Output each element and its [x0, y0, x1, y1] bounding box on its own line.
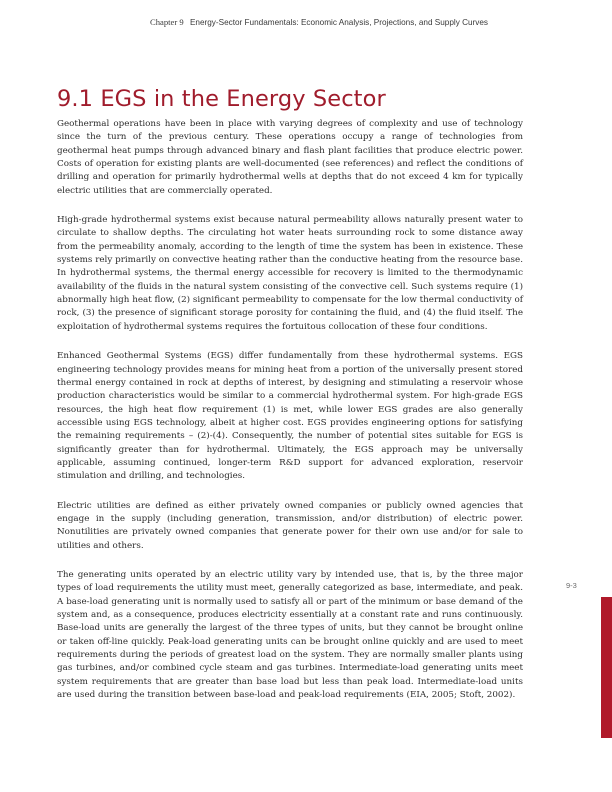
chapter-side-tab: [601, 597, 612, 738]
running-header: [150, 17, 488, 27]
paragraph-2: High-grade hydrothermal systems exist because natural permeability allows naturally present water to circulate to shallow depths. The circulating hot water heats surrounding rock to some distance away from the permeability anomaly, according to the length of time the system has been in existence. These systems rely primarily on convective heating rather than the conductive heating from the resource base. In hydrothermal systems, the thermal energy accessible for recovery is limited to the thermodynamic availability of the fluids in the natural system consisting of the convective cell. Such systems require (1) abnormally high heat flow, (2) significant permeability to compensate for the low thermal conductivity of rock, (3) the presence of significant storage porosity for containing the fluid, and (4) the fluid itself. The exploitation of hydrothermal systems requires the fortuitous collocation of these four conditions.: [57, 215, 523, 332]
chapter-title: Energy-Sector Fundamentals: Economic Analysis, Projections, and Supply Curves: [189, 18, 489, 27]
body-text: [57, 118, 523, 718]
paragraph-4: Electric utilities are defined as either privately owned companies or publicly owned agencies that engage in the supply (including generation, transmission, and/or distribution) of electric power. Nonutilities are privately owned companies that generate power for their own use and/or for sale to utilities and others.: [57, 500, 523, 551]
chapter-label: Chapter 9: [150, 17, 184, 27]
paragraph-3: Enhanced Geothermal Systems (EGS) differ fundamentally from these hydrothermal systems. EGS engineering technology provides means for mining heat from a portion of the universally present stored thermal energy contained in rock at depths of interest, by designing and stimulating a reservoir whose production characteristics would be similar to a commercial hydrothermal system. For high-grade EGS resources, the high heat flow requirement (1) is met, while lower EGS grades are also generally accessible using EGS technology, albeit at higher cost. EGS provides engineering options for satisfying the remaining requirements – (2)-(4). Consequently, the number of potential sites suitable for EGS is significantly greater than for hydrothermal. Ultimately, the EGS approach may be universally applicable, assuming continued, longer-term R&D support for advanced exploration, reservoir stimulation and drilling, and technologies.: [57, 351, 523, 482]
paragraph-1: Geothermal operations have been in place with varying degrees of complexity and use of technology since the turn of the previous century. These operations occupy a range of technologies from geothermal heat pumps through advanced binary and flash plant facilities that produce electric power. Costs of operation for existing plants are well-documented (see references) and reflect the conditions of drilling and operation for primarily hydrothermal wells at depths that do not exceed 4 km for typically electric utilities that are commercially operated.: [57, 119, 523, 196]
paragraph-5: The generating units operated by an electric utility vary by intended use, that is, by the three major types of load requirements the utility must meet, generally categorized as base, intermediate, and peak. A base-load generating unit is normally used to satisfy all or part of the minimum or base demand of the system and, as a consequence, produces electricity essentially at a constant rate and runs continuously. Base-load units are generally the largest of the three types of units, but they cannot be brought online or taken off-line quickly. Peak-load generating units can be brought online quickly and are used to meet requirements during the periods of greatest load on the system. They are normally smaller plants using gas turbines, and/or combined cycle steam and gas turbines. Intermediate-load generating units meet system requirements that are greater than base load but less than peak load. Intermediate-load units are used during the transition between base-load and peak-load requirements (EIA, 2005; Stoft, 2002).: [57, 569, 523, 701]
page-number: 9-3: [566, 581, 577, 590]
section-title: 9.1 EGS in the Energy Sector: [57, 86, 386, 112]
